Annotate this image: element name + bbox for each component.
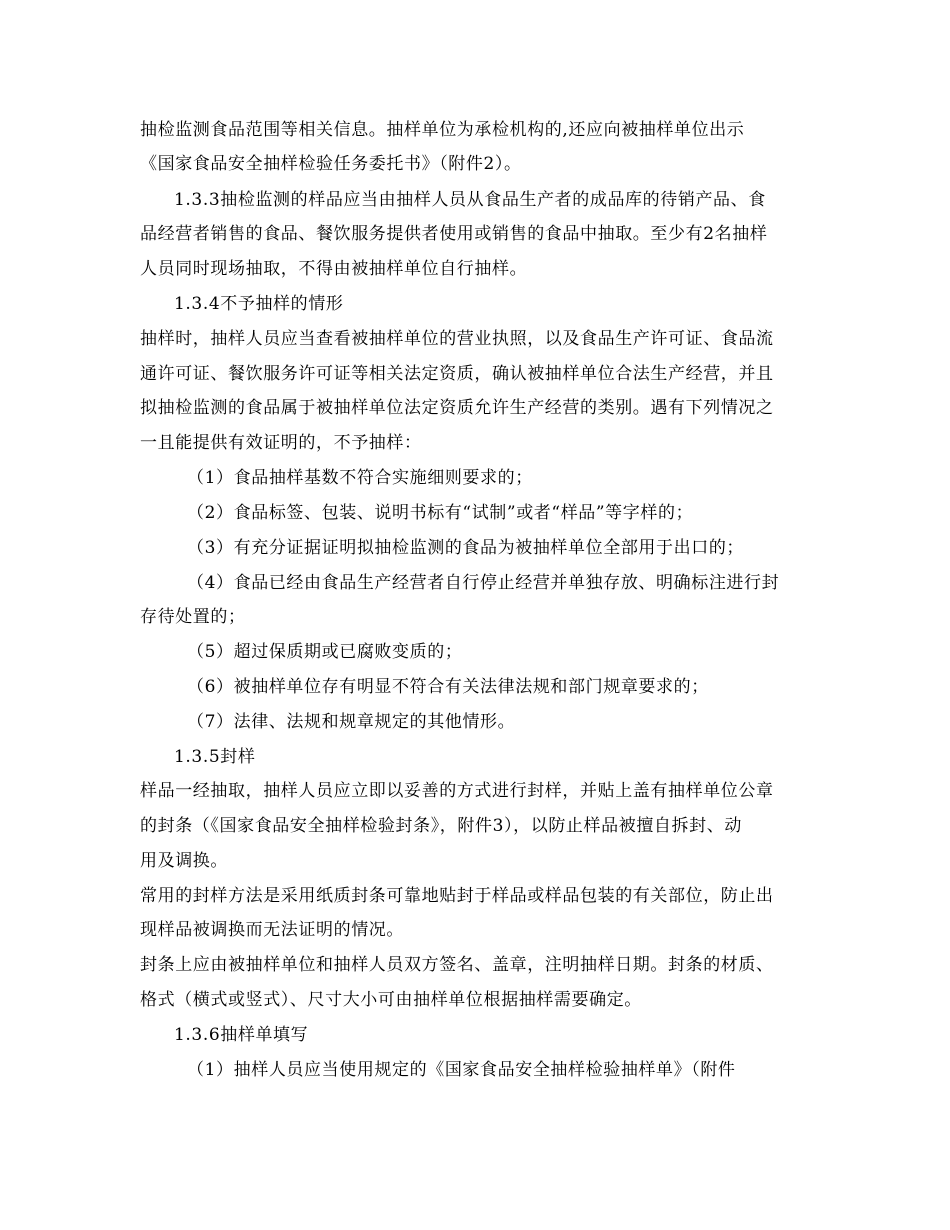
section-heading: 1.3.4不予抽样的情形: [174, 294, 344, 314]
text-line: 抽检监测食品范围等相关信息。抽样单位为承检机构的,还应向被抽样单位出示: [140, 120, 745, 140]
text-line: 存待处置的；: [140, 607, 246, 627]
text-line: 抽样时，抽样人员应当查看被抽样单位的营业执照，以及食品生产许可证、食品流: [140, 329, 774, 349]
text-line: 《国家食品安全抽样检验任务委托书》（附件2）。: [140, 154, 522, 174]
text-line: 品经营者销售的食品、餐饮服务提供者使用或销售的食品中抽取。至少有2名抽样: [140, 224, 768, 244]
text-line: 拟抽检监测的食品属于被抽样单位法定资质允许生产经营的类别。遇有下列情况之: [140, 398, 774, 418]
list-item: （1）抽样人员应当使用规定的《国家食品安全抽样检验抽样单》（附件: [187, 1060, 736, 1080]
list-item: （1）食品抽样基数不符合实施细则要求的；: [187, 468, 533, 488]
text-line: 样品一经抽取，抽样人员应立即以妥善的方式进行封样，并贴上盖有抽样单位公章: [140, 781, 774, 801]
text-line: 一且能提供有效证明的，不予抽样：: [140, 433, 422, 453]
text-line: 通许可证、餐饮服务许可证等相关法定资质，确认被抽样单位合法生产经营，并且: [140, 364, 774, 384]
list-item: （4）食品已经由食品生产经营者自行停止经营并单独存放、明确标注进行封: [187, 573, 780, 593]
list-item: （5）超过保质期或已腐败变质的；: [187, 642, 463, 662]
text-line: 现样品被调换而无法证明的情况。: [140, 920, 404, 940]
text-line: 人员同时现场抽取，不得由被抽样单位自行抽样。: [140, 259, 528, 279]
text-line: 常用的封样方法是采用纸质封条可靠地贴封于样品或样品包装的有关部位，防止出: [140, 886, 774, 906]
section-heading: 1.3.5封样: [174, 747, 256, 767]
list-item: （7）法律、法规和规章规定的其他情形。: [187, 712, 516, 732]
section-paragraph: 1.3.3抽检监测的样品应当由抽样人员从食品生产者的成品库的待销产品、食: [174, 190, 766, 210]
section-heading: 1.3.6抽样单填写: [174, 1025, 309, 1045]
list-item: （2）食品标签、包装、说明书标有“试制”或者“样品”等字样的；: [187, 503, 694, 523]
text-line: 的封条（《国家食品安全抽样检验封条》，附件3），以防止样品被擅自拆封、动: [140, 816, 742, 836]
text-line: 格式（横式或竖式）、尺寸大小可由抽样单位根据抽样需要确定。: [140, 990, 642, 1010]
list-item: （3）有充分证据证明拟抽检监测的食品为被抽样单位全部用于出口的；: [187, 538, 745, 558]
list-item: （6）被抽样单位存有明显不符合有关法律法规和部门规章要求的；: [187, 677, 709, 697]
text-line: 用及调换。: [140, 851, 228, 871]
text-line: 封条上应由被抽样单位和抽样人员双方签名、盖章，注明抽样日期。封条的材质、: [140, 955, 774, 975]
